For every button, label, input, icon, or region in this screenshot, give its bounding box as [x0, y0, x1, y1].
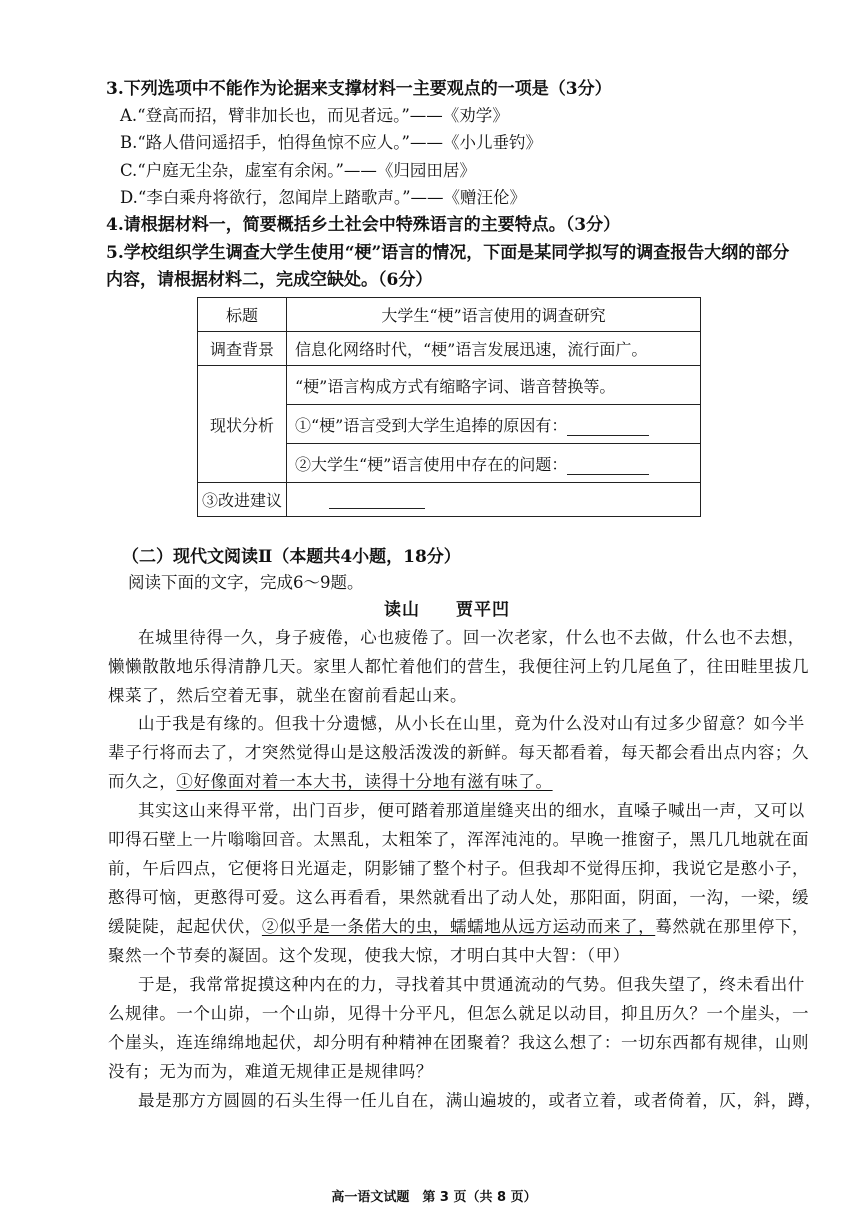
question-5-stem-line2: 内容，请根据材料二，完成空缺处。（6分）: [106, 270, 433, 290]
paragraph-text: 蓦然就在那里停下，: [655, 917, 810, 936]
underlined-sentence-1: ①好像面对着一本大书，读得十分地有滋有味了。: [176, 772, 553, 791]
answer-blank[interactable]: [567, 456, 649, 475]
paragraph-line: [108, 916, 809, 938]
paragraph-line: 山于我是有缘的。但我十分遗憾，从小长在山里，竟为什么没对山有过多少留意？如今半: [138, 714, 805, 733]
analysis-row-3: [287, 444, 701, 483]
title-label: 标题: [198, 298, 287, 332]
paragraph-line: 懒懒散散地乐得清静几天。家里人都忙着他们的营生，我便往河上钓几尾鱼了，往田畦里拔几: [108, 657, 810, 676]
question-3-option-a: A.“登高而招，臂非加长也，而见者远。”——《劝学》: [120, 106, 509, 125]
answer-blank[interactable]: [567, 417, 649, 436]
title-value: 大学生“梗”语言使用的调查研究: [287, 298, 701, 332]
paragraph-line: 憨得可恼，更憨得可爱。这么再看看，果然就看出了动人处，那阳面，阴面，一沟，一梁，缓: [108, 888, 810, 907]
question-5-stem-line1: 5.学校组织学生调查大学生使用“梗”语言的情况，下面是某同学拟写的调查报告大纲的部分: [106, 243, 790, 263]
paragraph-line: 叩得石壁上一片嗡嗡回音。太黑乱，太粗笨了，浑浑沌沌的。早晚一推窗子，黑几几地就在面: [108, 830, 810, 849]
analysis-row-2-text: ①“梗”语言受到大学生追捧的原因有：: [295, 415, 568, 435]
question-4-stem: 4.请根据材料一，简要概括乡土社会中特殊语言的主要特点。（3分）: [106, 215, 621, 235]
paragraph-line: 聚然一个节奏的凝固。这个发现，使我大惊，才明白其中大智：（甲）: [108, 946, 630, 965]
analysis-row-2: [287, 405, 701, 444]
paragraph-line: 最是那方方圆圆的石头生得一任儿自在，满山遍坡的，或者立着，或者倚着，仄，斜，蹲，: [138, 1091, 822, 1110]
survey-outline-table: [197, 297, 701, 517]
analysis-row-3-text: ②大学生“梗”语言使用中存在的问题：: [295, 454, 568, 474]
table-row: [198, 483, 701, 517]
suggestion-label: ③改进建议: [198, 483, 287, 517]
paragraph-line: [108, 771, 553, 793]
paragraph-text: 而久之，: [108, 772, 177, 791]
article-title: 读山 贾平凹: [384, 600, 510, 620]
section-instruction: 阅读下面的文字，完成6～9题。: [128, 573, 364, 592]
paragraph-line: 个崖头，连连绵绵地起伏，却分明有种精神在团聚着？我这么想了：一切东西都有规律，山则: [108, 1033, 810, 1052]
question-3-option-b: B.“路人借问遥招手，怕得鱼惊不应人。”——《小儿垂钓》: [120, 133, 542, 152]
paragraph-line: 么规律。一个山峁，一个山峁，见得十分平凡，但怎么就足以动目，抑且历久？一个崖头，一: [108, 1004, 810, 1023]
table-row: [198, 332, 701, 366]
background-label: 调查背景: [198, 332, 287, 366]
analysis-row-1: “梗”语言构成方式有缩略字词、谐音替换等。: [287, 366, 701, 405]
analysis-label: 现状分析: [198, 366, 287, 483]
paragraph-line: 于是，我常常捉摸这种内在的力，寻找着其中贯通流动的气势。但我失望了，终未看出什: [138, 975, 805, 994]
paragraph-line: 前，午后四点，它便将日光逼走，阴影铺了整个村子。但我却不觉得压抑，我说它是憨小子，: [108, 859, 810, 878]
paragraph-text: 缓陡陡，起起伏伏，: [108, 917, 262, 936]
answer-blank[interactable]: [329, 490, 425, 509]
paragraph-line: 其实这山来得平常，出门百步，便可踏着那道崖缝夹出的细水，直嗓子喊出一声，又可以: [138, 801, 805, 820]
background-value: 信息化网络时代，“梗”语言发展迅速，流行面广。: [287, 332, 701, 366]
paragraph-line: 没有；无为而为，难道无规律正是规律吗？: [108, 1062, 433, 1081]
page-footer: 高一语文试题 第 3 页（共 8 页）: [331, 1190, 537, 1205]
question-3-stem: 3.下列选项中不能作为论据来支撑材料一主要观点的一项是（3分）: [106, 79, 612, 99]
suggestion-value: [287, 483, 701, 517]
question-3-option-d: D.“李白乘舟将欲行，忽闻岸上踏歌声。”——《赠汪伦》: [120, 188, 527, 207]
paragraph-line: 在城里待得一久，身子疲倦，心也疲倦了。回一次老家，什么也不去做，什么也不去想，: [138, 628, 805, 647]
paragraph-line: 棵菜了，然后空着无事，就坐在窗前看起山来。: [108, 686, 468, 705]
table-row: [198, 298, 701, 332]
section-heading: （二）现代文阅读Ⅱ（本题共4小题，18分）: [122, 547, 461, 567]
underlined-sentence-2: ②似乎是一条偌大的虫，蠕蠕地从远方运动而来了，: [261, 917, 656, 936]
table-row: [198, 366, 701, 405]
question-3-option-c: C.“户庭无尘杂，虚室有余闲。”——《归园田居》: [120, 161, 476, 180]
paragraph-line: 辈子行将而去了，才突然觉得山是这般活泼泼的新鲜。每天都看着，每天都会看出点内容；久: [108, 743, 810, 762]
